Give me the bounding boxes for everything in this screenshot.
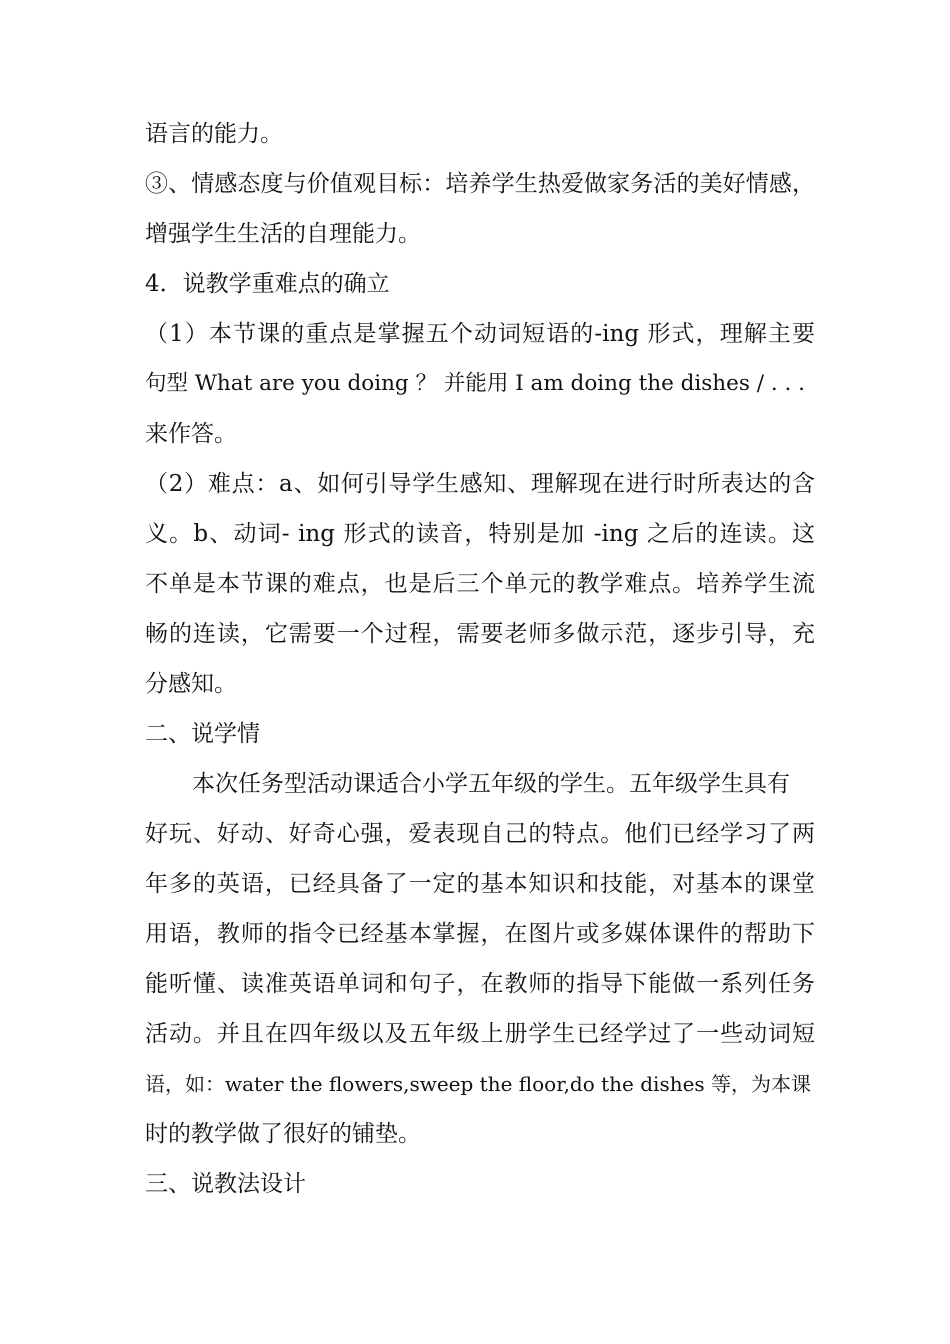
section-heading: 三、说教法设计: [145, 1171, 306, 1197]
text-line: 时的教学做了很好的铺垫。: [145, 1121, 421, 1147]
text-line: 用语，教师的指令已经基本掌握，在图片或多媒体课件的帮助下: [145, 921, 815, 947]
paragraph-first-line: 本次任务型活动课适合小学五年级的学生。五年级学生具有: [192, 771, 790, 797]
text-line: 好玩、好动、好奇心强，爱表现自己的特点。他们已经学习了两: [145, 821, 815, 847]
text-line: 语，如：water the flowers,sweep the floor,do the dishes 等，为本课: [145, 1072, 812, 1096]
text-line: （1）本节课的重点是掌握五个动词短语的-ing 形式，理解主要: [145, 321, 815, 347]
text-line: 不单是本节课的难点，也是后三个单元的教学难点。培养学生流: [145, 571, 815, 597]
text-line: （2）难点：a、如何引导学生感知、理解现在进行时所表达的含: [145, 471, 815, 497]
text-line: 来作答。: [145, 421, 237, 447]
section-heading: 二、说学情: [145, 721, 260, 747]
text-line: 畅的连读，它需要一个过程，需要老师多做示范，逐步引导，充: [145, 621, 815, 647]
text-line: 能听懂、读准英语单词和句子，在教师的指导下能做一系列任务: [145, 971, 815, 997]
text-line: 增强学生生活的自理能力。: [145, 221, 421, 247]
text-line: 分感知。: [145, 671, 237, 697]
text-line: 义。b、动词- ing 形式的读音，特别是加 -ing 之后的连读。这: [145, 521, 815, 547]
text-line: 句型 What are you doing ？ 并能用 I am doing the dishes / . . .: [145, 371, 805, 396]
text-line: 年多的英语，已经具备了一定的基本知识和技能，对基本的课堂: [145, 871, 815, 897]
text-line: 语言的能力。: [145, 121, 283, 147]
text-line: 活动。并且在四年级以及五年级上册学生已经学过了一些动词短: [145, 1021, 815, 1047]
text-line: ③、情感态度与价值观目标：培养学生热爱做家务活的美好情感，: [145, 171, 815, 197]
section-heading: 4．说教学重难点的确立: [145, 271, 390, 297]
